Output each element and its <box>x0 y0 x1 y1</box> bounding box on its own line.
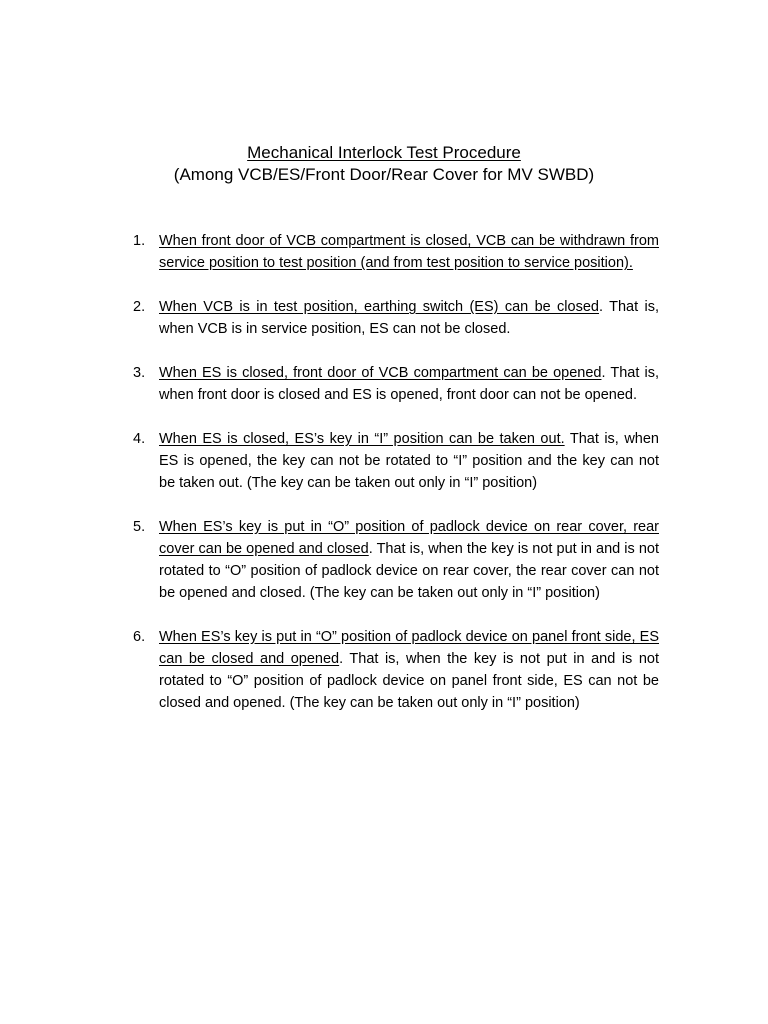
item-number: 1. <box>133 233 146 249</box>
procedure-item-4 <box>133 428 659 494</box>
item-underlined-text: When ES is closed, front door of VCB compartment can be opened <box>159 365 602 381</box>
document-subtitle: (Among VCB/ES/Front Door/Rear Cover for MV SWBD) <box>173 165 595 184</box>
item-text: . That is, when VCB is in service position, ES can not be closed. <box>159 299 660 337</box>
item-number: 4. <box>133 431 146 447</box>
document-title: Mechanical Interlock Test Procedure <box>247 143 521 162</box>
procedure-item-1 <box>133 230 659 274</box>
procedure-item-2 <box>133 296 659 340</box>
procedure-item-5 <box>133 516 659 604</box>
item-underlined-text: When ES is closed, ES’s key in “I” position can be taken out. <box>159 431 565 447</box>
item-number: 5. <box>133 519 146 535</box>
item-number: 2. <box>133 299 146 315</box>
item-underlined-text: When front door of VCB compartment is closed, VCB can be withdrawn from service position to test position (and from test position to service position). <box>159 233 659 271</box>
item-text: . That is, when the key is not put in and is not rotated to “O” position of padlock device on panel front side, ES can not be closed and opened. (The key can be taken out only in “I” position) <box>159 651 659 711</box>
item-number: 6. <box>133 629 146 645</box>
title-block <box>0 142 768 186</box>
item-underlined-text: When VCB is in test position, earthing switch (ES) can be closed <box>159 299 599 315</box>
procedure-list <box>133 230 659 736</box>
procedure-item-6 <box>133 626 659 714</box>
procedure-item-3 <box>133 362 659 406</box>
item-number: 3. <box>133 365 146 381</box>
item-text: . That is, when the key is not put in and is not rotated to “O” position of padlock device on rear cover, the rear cover can not be opened and closed. (The key can be taken out only in “I” position) <box>159 541 659 601</box>
item-text: That is, when ES is opened, the key can not be rotated to “I” position and the key can not be taken out. (The key can be taken out only in “I” position) <box>159 431 659 491</box>
item-text: . That is, when front door is closed and ES is opened, front door can not be opened. <box>159 365 659 403</box>
item-underlined-text: When ES’s key is put in “O” position of padlock device on rear cover, rear cover can be opened and closed <box>159 519 659 557</box>
item-underlined-text: When ES’s key is put in “O” position of padlock device on panel front side, ES can be closed and opened <box>159 629 659 667</box>
